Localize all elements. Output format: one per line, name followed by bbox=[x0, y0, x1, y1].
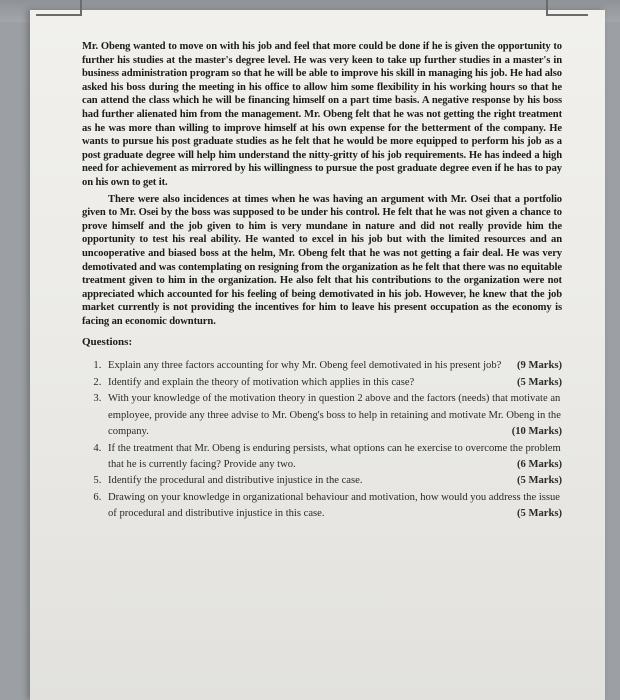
question-marks: (5 Marks) bbox=[516, 508, 562, 520]
question-item bbox=[104, 490, 562, 523]
page-corner-mark-left bbox=[36, 0, 82, 16]
question-marks: (5 Marks) bbox=[516, 376, 562, 388]
page-corner-mark-right bbox=[546, 0, 588, 16]
question-item bbox=[104, 441, 562, 474]
question-marks: (6 Marks) bbox=[516, 458, 562, 470]
question-text: Drawing on your knowledge in organizational behaviour and motivation, how would you address the issue of procedural and distributive injustice in this case. bbox=[108, 491, 561, 520]
case-paragraph-2: There were also incidences at times when he was having an argument with Mr. Osei that a portfolio given to Mr. Osei by the boss was supposed to be under his control. He felt that he was not given a chance to prove himself and the job given to him is very mundane in nature and did not really provide him the opportunity to test his real ability. He wanted to excel in his job but with the limited resources and an uncooperative and biased boss at the helm, Mr. Obeng felt that he was not getting a fair deal. He was very demotivated and was contemplating on resigning from the organization as he felt that there was no equitable treatment given to him in the organization. He also felt that his contributions to the organization were not appreciated which accounted for his feeling of being demotivated in his job. However, he knew that the job market currently is not providing the incentives for him to leave his present occupation as the economy is facing an economic downturn. bbox=[82, 193, 562, 327]
question-text: Explain any three factors accounting for why Mr. Obeng feel demotivated in his present job? bbox=[108, 360, 502, 372]
question-text: Identify the procedural and distributive injustice in the case. bbox=[108, 475, 363, 487]
question-item bbox=[104, 375, 562, 391]
question-marks: (9 Marks) bbox=[516, 360, 562, 372]
question-text: With your knowledge of the motivation theory in question 2 above and the factors (needs) that motivate an employee, provide any three advise to Mr. Obeng's boss to help in retaining and motivate Mr. Obeng in the company. bbox=[108, 393, 561, 438]
questions-list bbox=[82, 358, 562, 522]
case-paragraph-1: Mr. Obeng wanted to move on with his job and feel that more could be done if he is given the opportunity to further his studies at the master's degree level. He was very keen to take up further studies in a master's in business administration program so that he will be able to improve his skill in managing his job. He had also asked his boss during the meeting in his office to allow him some flexibility in his working hours so that he can attend the class which he will be financing himself on a part time basis. A negative response by his boss had further alienated him from the management. Mr. Obeng felt that he was not getting the right treatment as he was more than willing to improve himself at his own expense for the betterment of the company. He wants to pursue his post graduate studies as he felt that he would be more equipped to perform his job as a post graduate degree will help him understand the nitty-gritty of his job requirements. He has indeed a high need for achievement as mirrored by his willingness to pursue the post graduate degree even if he has to pay on his own to get it. bbox=[82, 41, 562, 188]
question-text: If the treatment that Mr. Obeng is enduring persists, what options can he exercise to overcome the problem that he is currently facing? Provide any two. bbox=[108, 442, 561, 470]
question-item bbox=[104, 358, 562, 374]
document-body bbox=[82, 40, 562, 523]
questions-heading: Questions: bbox=[82, 336, 133, 349]
question-text: Identify and explain the theory of motivation which applies in this case? bbox=[108, 376, 415, 388]
question-marks: (10 Marks) bbox=[511, 426, 562, 438]
question-item bbox=[104, 473, 562, 489]
question-item bbox=[104, 391, 562, 440]
question-marks: (5 Marks) bbox=[516, 475, 562, 487]
